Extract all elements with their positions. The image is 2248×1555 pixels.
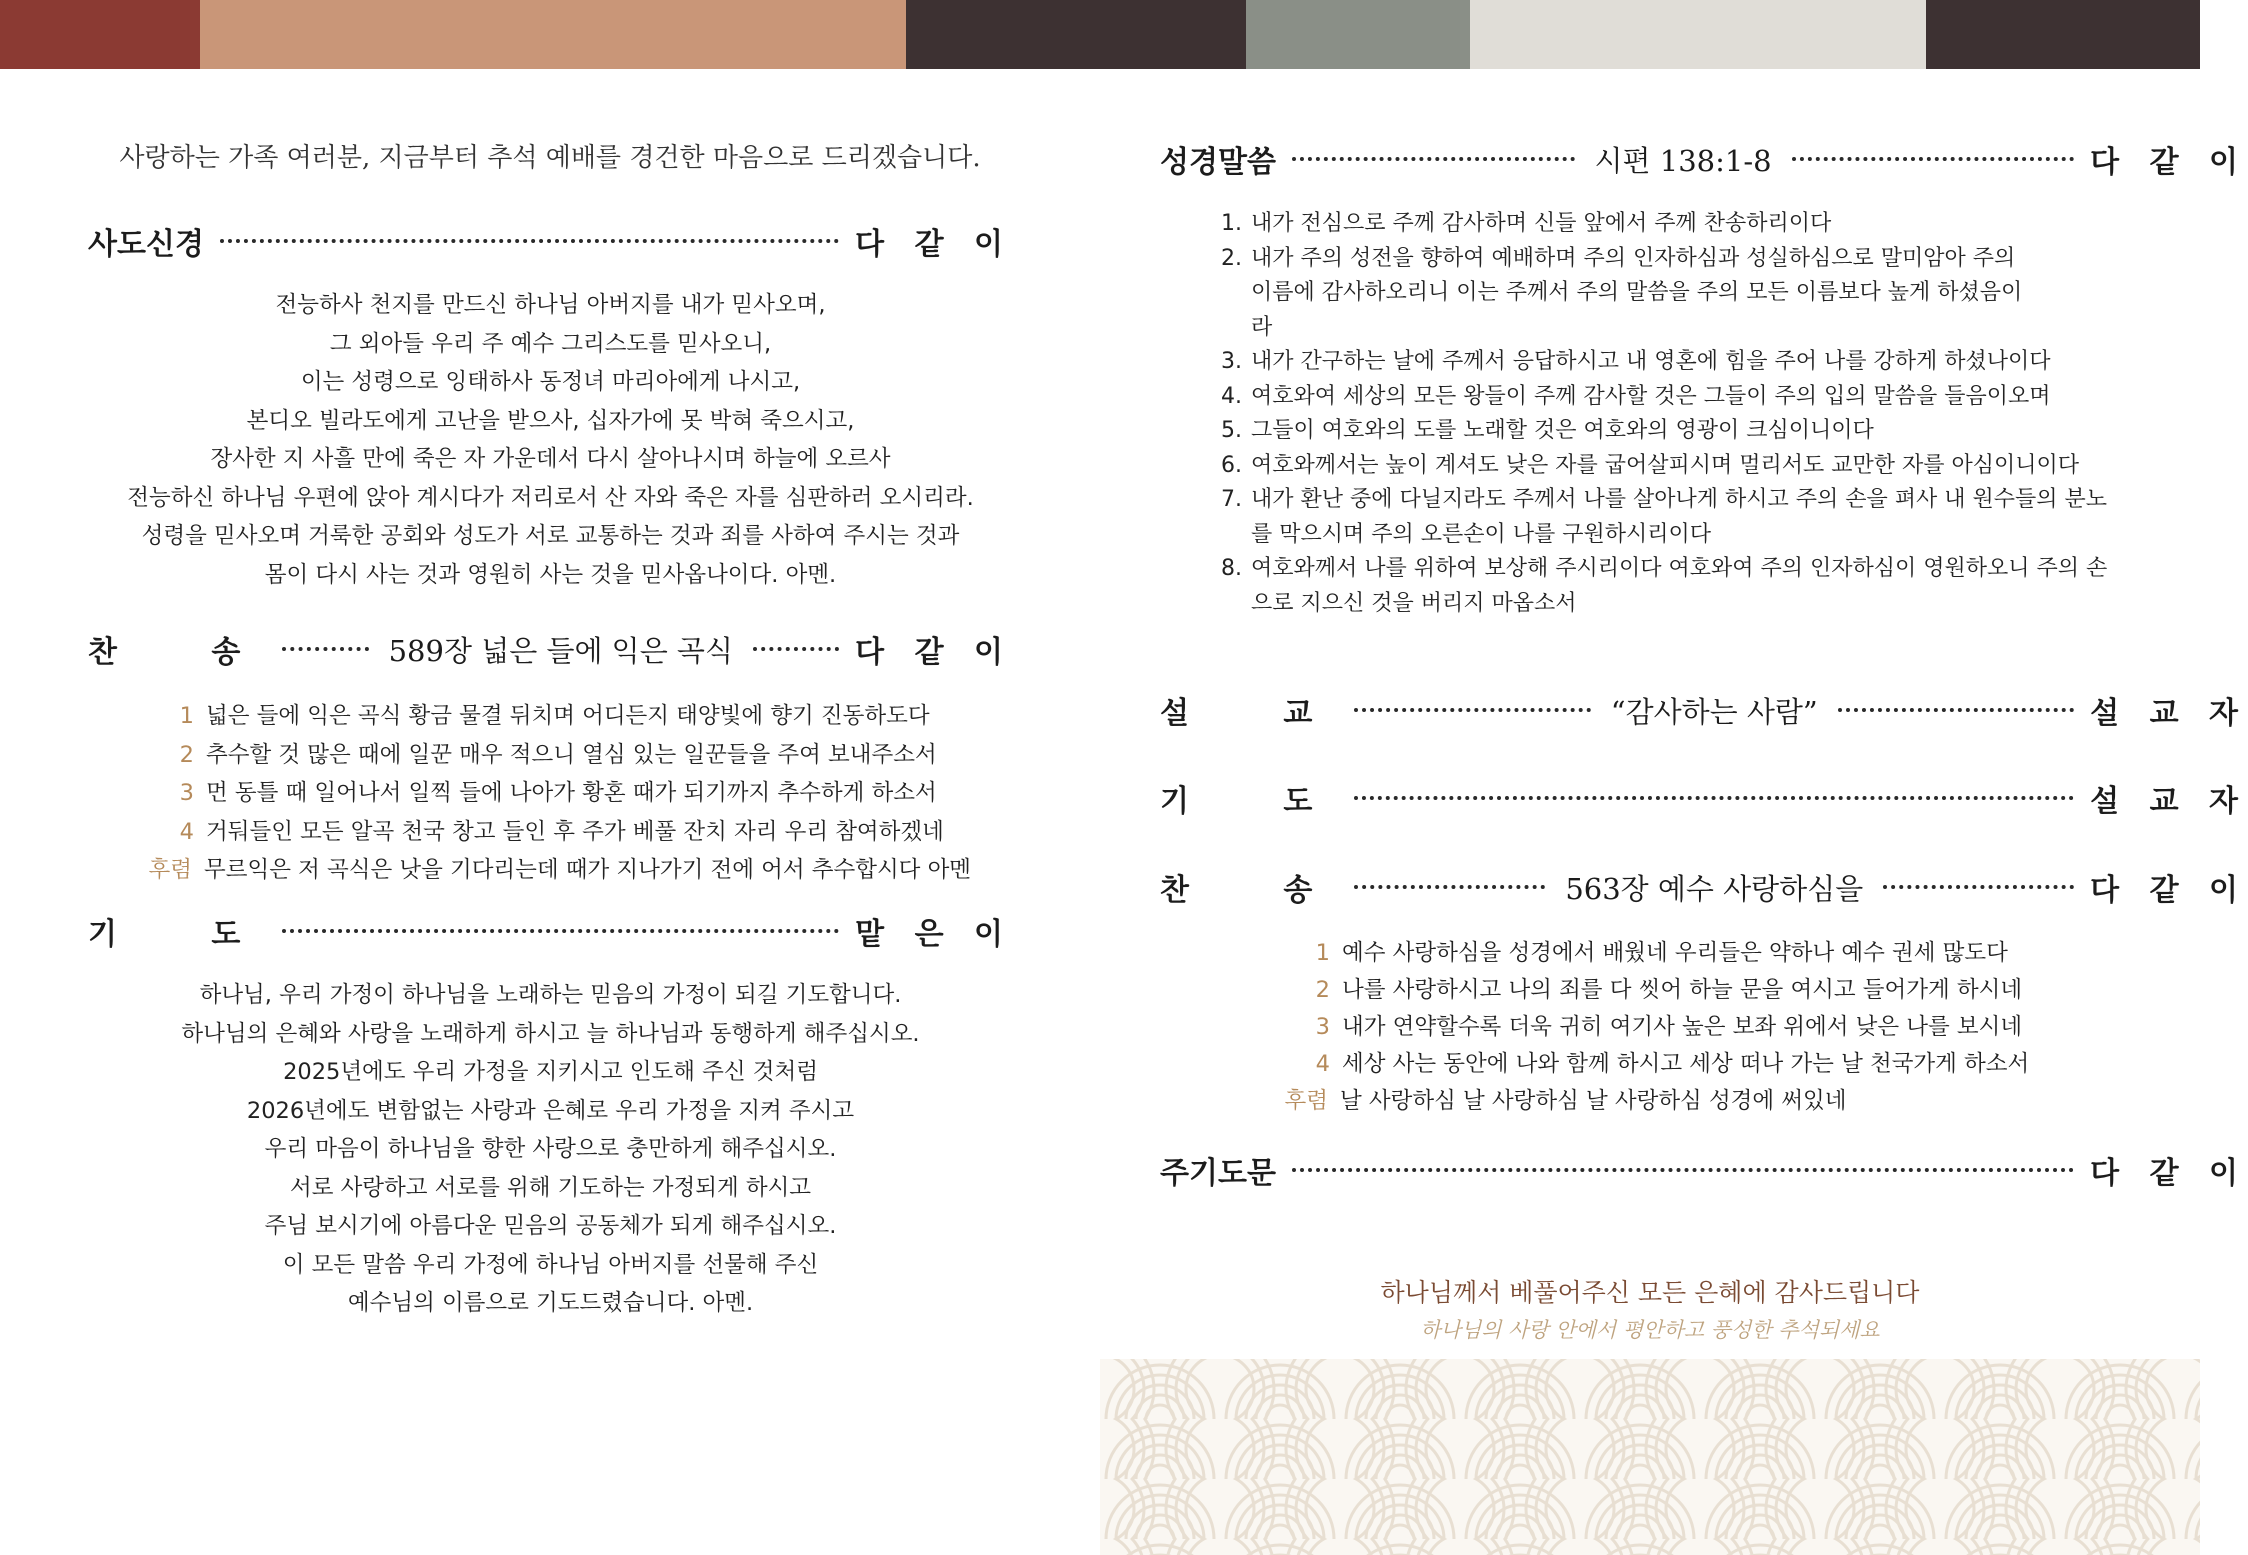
hymn-title: 589장 넓은 들에 익은 곡식	[388, 633, 733, 668]
creed-label: 사도신경	[88, 227, 204, 262]
creed-line: 전능하사 천지를 만드신 하나님 아버지를 내가 믿사오며,	[275, 292, 826, 318]
scripture-verse	[1221, 483, 2201, 552]
leader-dots	[1354, 796, 2074, 800]
closing-hymn-title: 563장 예수 사랑하심을	[1565, 871, 1864, 906]
creed-line: 성령을 믿사오며 거룩한 공회와 성도가 서로 교통하는 것과 죄를 사하여 주시는 것과	[141, 523, 960, 549]
prayer-label: 기 도	[88, 917, 283, 952]
color-band-segment	[906, 0, 1246, 69]
leader-dots	[282, 647, 368, 651]
leader-dots	[1792, 157, 2075, 161]
verse-text: 내가 환난 중에 다닐지라도 주께서 나를 살아나게 하시고 주의 손을 펴사 내 원수들의 분노를 막으시며 주의 오른손이 나를 구원하시리이다	[1251, 487, 2107, 547]
color-band-segment	[0, 0, 200, 69]
right-page	[1100, 69, 2248, 1555]
prayer-line: 주님 보시기에 아름다운 믿음의 공동체가 되게 해주십시오.	[264, 1213, 837, 1239]
hymn-heading	[88, 627, 1013, 671]
sermon-leader: 설 교 자	[2090, 696, 2248, 731]
verse-text: 내가 연약할수록 더욱 귀히 여기사 높은 보좌 위에서 낮은 나를 보시네	[1342, 1014, 2023, 1040]
leader-dots	[1354, 885, 1545, 889]
scripture-heading	[1160, 137, 2248, 181]
verse-text: 먼 동틀 때 일어나서 일찍 들에 나아가 황혼 때가 되기까지 추수하게 하소서	[206, 780, 937, 806]
creed-text	[88, 286, 1013, 594]
hymn-chorus	[1252, 1083, 2029, 1120]
chorus-label: 후렴	[1284, 1088, 1328, 1114]
scripture-verse	[1221, 380, 2201, 415]
verse-number: 4	[179, 818, 194, 845]
verse-number: 4.	[1221, 383, 1242, 409]
scripture-leader: 다 같 이	[2090, 145, 2248, 180]
sermon-prayer-label: 기 도	[1160, 784, 1355, 819]
prayer-text	[88, 976, 1013, 1323]
closing-hymn-leader: 다 같 이	[2090, 873, 2248, 908]
verse-text: 그들이 여호와의 도를 노래할 것은 여호와의 영광이 크심이니이다	[1251, 418, 1874, 443]
verse-number: 1	[1315, 940, 1330, 966]
lords-prayer-leader: 다 같 이	[2090, 1156, 2248, 1191]
chorus-text: 날 사랑하심 날 사랑하심 날 사랑하심 성경에 써있네	[1340, 1088, 1847, 1114]
hymn-verse	[150, 774, 971, 813]
verse-text: 내가 주의 성전을 향하여 예배하며 주의 인자하심과 성실하심으로 말미암아 주의 이름에 감사하오리니 이는 주께서 주의 말씀을 주의 모든 이름보다 높게 하셨음이라	[1251, 245, 2023, 340]
prayer-heading	[88, 909, 1013, 953]
verse-text: 내가 간구하는 날에 주께서 응답하시고 내 영혼에 힘을 주어 나를 강하게 하셨나이다	[1251, 349, 2051, 374]
leader-dots	[282, 929, 839, 933]
scripture-verse	[1221, 345, 2201, 380]
hymn-verse	[1286, 1009, 2029, 1046]
verse-text: 나를 사랑하시고 나의 죄를 다 씻어 하늘 문을 여시고 들어가게 하시네	[1342, 977, 2023, 1003]
creed-line: 몸이 다시 사는 것과 영원히 사는 것을 믿사옵나이다. 아멘.	[264, 561, 837, 588]
intro-text: 사랑하는 가족 여러분, 지금부터 추석 예배를 경건한 마음으로 드리겠습니다.	[119, 143, 981, 173]
closing-hymn-lyrics	[1286, 935, 2029, 1120]
closing-hymn-heading	[1160, 865, 2248, 909]
verse-number: 3.	[1221, 349, 1242, 374]
verse-number: 7.	[1221, 487, 1242, 512]
color-band-segment	[1926, 0, 2200, 69]
verse-number: 3	[1315, 1014, 1330, 1040]
scripture-reference: 시편 138:1-8	[1594, 143, 1772, 178]
prayer-line: 하나님, 우리 가정이 하나님을 노래하는 믿음의 가정이 되길 기도합니다.	[199, 982, 902, 1008]
hymn-verse	[1286, 935, 2029, 972]
scripture-label: 성경말씀	[1160, 145, 1276, 180]
prayer-line: 우리 마음이 하나님을 향한 사랑으로 충만하게 해주십시오.	[264, 1136, 837, 1162]
creed-line: 본디오 빌라도에게 고난을 받으사, 십자가에 못 박혀 죽으시고,	[246, 407, 855, 434]
scripture-verse	[1221, 242, 2201, 346]
prayer-line: 서로 사랑하고 서로를 위해 기도하는 가정되게 하시고	[289, 1174, 812, 1201]
closing-hymn-label: 찬 송	[1160, 873, 1355, 908]
leader-dots	[1292, 157, 1575, 161]
leader-dots	[1292, 1168, 2074, 1172]
verse-text: 예수 사랑하심을 성경에서 배웠네 우리들은 약하나 예수 권세 많도다	[1342, 940, 2008, 966]
color-band-segment	[200, 0, 906, 69]
verse-number: 2.	[1221, 245, 1242, 271]
verse-number: 3	[179, 780, 194, 806]
chorus-label: 후렴	[148, 857, 192, 883]
hymn-verse	[1286, 1046, 2029, 1083]
hymn-verse	[150, 736, 971, 775]
hymn-verse	[1286, 972, 2029, 1009]
creed-line: 장사한 지 사흘 만에 죽은 자 가운데서 다시 살아나시며 하늘에 오르사	[210, 446, 891, 472]
prayer-line: 예수님의 이름으로 기도드렸습니다. 아멘.	[347, 1290, 754, 1316]
verse-number: 1	[179, 703, 194, 729]
hymn-lyrics	[150, 697, 971, 890]
sermon-prayer-heading	[1160, 776, 2248, 820]
left-page	[0, 69, 1100, 1555]
verse-text: 추수할 것 많은 때에 일꾼 매우 적으니 열심 있는 일꾼들을 주여 보내주소서	[206, 741, 937, 768]
verse-number: 4	[1315, 1051, 1330, 1077]
wave-pattern	[1100, 1359, 2200, 1555]
verse-text: 여호와께서 나를 위하여 보상해 주시리이다 여호와여 주의 인자하심이 영원하오니 주의 손으로 지으신 것을 버리지 마옵소서	[1251, 556, 2108, 616]
prayer-line: 하나님의 은혜와 사랑을 노래하게 하시고 늘 하나님과 동행하게 해주십시오.	[181, 1020, 920, 1047]
sermon-title: “감사하는 사람”	[1610, 694, 1818, 729]
leader-dots	[753, 647, 839, 651]
prayer-line: 2025년에도 우리 가정을 지키시고 인도해 주신 것처럼	[283, 1059, 818, 1085]
leader-dots	[1838, 708, 2074, 712]
verse-number: 2	[1315, 977, 1330, 1003]
verse-text: 여호와께서는 높이 계셔도 낮은 자를 굽어살피시며 멀리서도 교만한 자를 아심이니이다	[1251, 452, 2080, 478]
verse-number: 6.	[1221, 452, 1242, 478]
scripture-verse	[1221, 449, 2201, 484]
verse-number: 5.	[1221, 418, 1242, 443]
creed-line: 전능하신 하나님 우편에 앉아 계시다가 저리로서 산 자와 죽은 자를 심판하러 오시리라.	[127, 484, 974, 511]
sermon-heading	[1160, 688, 2248, 732]
color-band-segment	[1470, 0, 1926, 69]
scripture-verse	[1221, 414, 2201, 449]
scripture-verse	[1221, 207, 2201, 242]
verse-number: 8.	[1221, 556, 1242, 581]
prayer-line: 2026년에도 변함없는 사랑과 은혜로 우리 가정을 지켜 주시고	[246, 1097, 855, 1124]
scripture-text	[1221, 207, 2201, 621]
chorus-text: 무르익은 저 곡식은 낫을 기다리는데 때가 지나가기 전에 어서 추수합시다 아멘	[204, 857, 972, 883]
hymn-verse	[150, 697, 971, 736]
hymn-chorus	[116, 851, 971, 890]
sermon-prayer-leader: 설 교 자	[2090, 784, 2248, 819]
verse-text: 세상 사는 동안에 나와 함께 하시고 세상 떠나 가는 날 천국가게 하소서	[1342, 1051, 2030, 1077]
verse-text: 내가 전심으로 주께 감사하며 신들 앞에서 주께 찬송하리이다	[1251, 211, 1832, 236]
closing-blessing: 하나님의 사랑 안에서 평안하고 풍성한 추석되세요	[1420, 1318, 1880, 1342]
leader-dots	[220, 239, 839, 243]
color-band-segment	[1246, 0, 1470, 69]
verse-text: 넓은 들에 익은 곡식 황금 물결 뒤치며 어디든지 태양빛에 향기 진동하도다	[206, 703, 930, 729]
lords-prayer-heading	[1160, 1148, 2248, 1192]
verse-number: 1.	[1221, 211, 1242, 236]
prayer-line: 이 모든 말씀 우리 가정에 하나님 아버지를 선물해 주신	[282, 1251, 819, 1278]
hymn-leader: 다 같 이	[855, 635, 1014, 670]
closing-message: 하나님께서 베풀어주신 모든 은혜에 감사드립니다	[1380, 1278, 1920, 1307]
creed-leader: 다 같 이	[855, 227, 1013, 262]
verse-text: 거둬들인 모든 알곡 천국 창고 들인 후 주가 베풀 잔치 자리 우리 참여하겠네	[206, 818, 944, 845]
leader-dots	[1883, 885, 2074, 889]
color-band	[0, 0, 2200, 69]
hymn-verse	[150, 813, 971, 852]
creed-heading	[88, 219, 1013, 263]
creed-line: 이는 성령으로 잉태하사 동정녀 마리아에게 나시고,	[300, 369, 801, 395]
scripture-verse	[1221, 552, 2201, 621]
lords-prayer-label: 주기도문	[1160, 1156, 1276, 1191]
sermon-label: 설 교	[1160, 696, 1355, 731]
prayer-leader: 맡 은 이	[855, 917, 1013, 952]
creed-line: 그 외아들 우리 주 예수 그리스도를 믿사오니,	[329, 330, 772, 357]
verse-text: 여호와여 세상의 모든 왕들이 주께 감사할 것은 그들이 주의 입의 말씀을 들음이오며	[1251, 383, 2051, 409]
leader-dots	[1354, 708, 1590, 712]
verse-number: 2	[179, 741, 194, 768]
hymn-label: 찬 송	[88, 635, 283, 670]
